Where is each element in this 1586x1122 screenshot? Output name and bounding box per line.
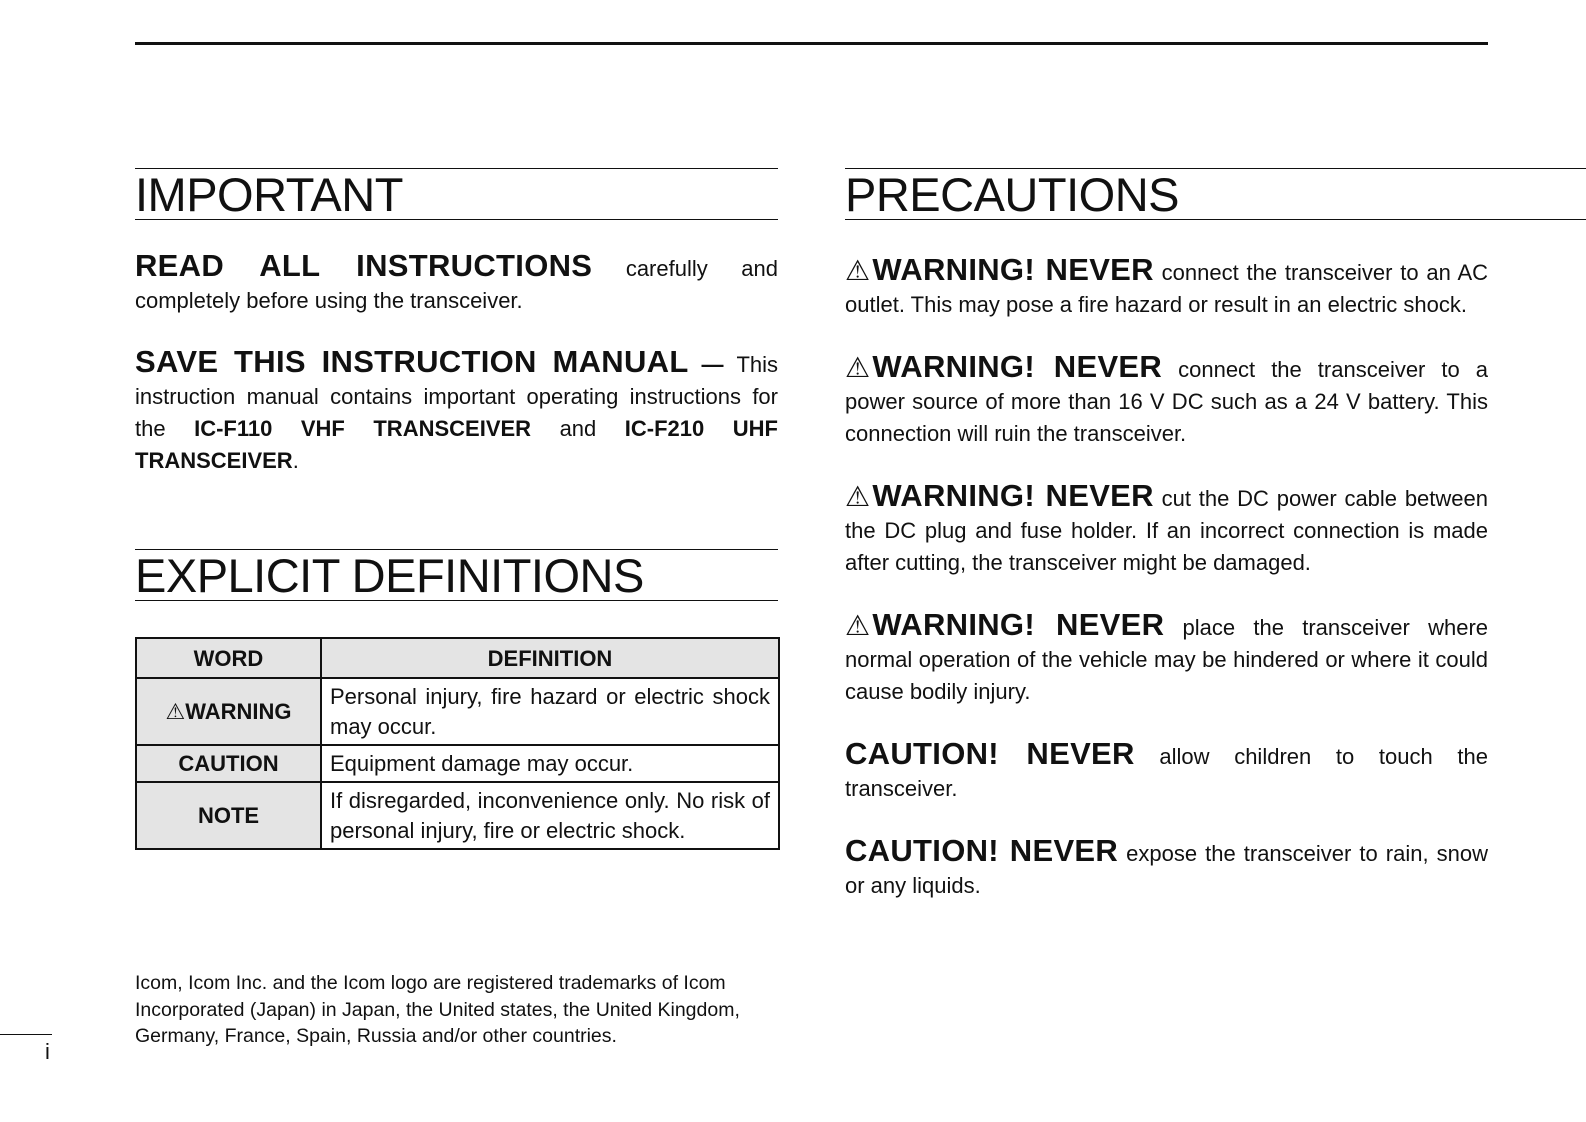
precaution-text: connect the transceiver to a power source of more than 16 V DC such as a 24 V battery. This connection will ruin the transceiver.: [845, 357, 1489, 446]
precaution-lead: [845, 607, 1164, 642]
precaution-item: [845, 835, 1488, 902]
precaution-item: [845, 254, 1488, 321]
word-cell: CAUTION: [136, 745, 321, 782]
page-number: i: [45, 1039, 50, 1064]
save-lead: SAVE THIS INSTRUCTION MANUAL: [135, 344, 689, 379]
table-row: [136, 745, 779, 782]
precaution-item: [845, 609, 1488, 708]
warning-triangle-icon: ⚠: [845, 610, 871, 641]
model-vhf: IC-F110 VHF TRANSCEIVER: [194, 416, 532, 441]
warning-triangle-icon: ⚠: [845, 481, 871, 512]
warning-triangle-icon: ⚠: [845, 255, 871, 286]
precaution-lead-text: WARNING! NEVER: [872, 349, 1163, 384]
precaution-lead-text: WARNING! NEVER: [872, 607, 1165, 642]
header-definition: DEFINITION: [321, 638, 779, 678]
table-row: [136, 782, 779, 849]
precaution-lead: [845, 252, 1154, 287]
header-word: WORD: [136, 638, 321, 678]
trademark-footnote: Icom, Icom Inc. and the Icom logo are registered trademarks of Icom Incorporated (Japan) in Japan, the United states, the United Kingdom, Germany, France, Spain, Russia and/or other countries.: [135, 972, 740, 1047]
precaution-text: cut the DC power cable between the DC plug and fuse holder. If an incorrect connection is made after cutting, the transceiver might be damaged.: [845, 486, 1489, 575]
warning-triangle-icon: ⚠: [845, 352, 871, 383]
model-uhf: IC-F210 UHF TRANSCEIVER: [135, 416, 778, 473]
precaution-text: allow children to touch the transceiver.: [845, 744, 1488, 801]
read-instructions-paragraph: [135, 250, 778, 317]
precaution-lead-text: WARNING! NEVER: [872, 478, 1154, 513]
precaution-lead-text: CAUTION! NEVER: [845, 833, 1119, 868]
explicit-definitions-heading: EXPLICIT DEFINITIONS: [135, 549, 778, 601]
definition-cell: Equipment damage may occur.: [321, 745, 779, 782]
definitions-table: [135, 637, 780, 850]
word-label: WARNING: [185, 698, 292, 724]
precaution-item: [845, 480, 1488, 579]
important-heading: IMPORTANT: [135, 168, 778, 220]
read-lead: READ ALL INSTRUCTIONS: [135, 248, 593, 283]
warning-triangle-icon: ⚠: [165, 698, 186, 724]
top-rule: [135, 42, 1488, 45]
precaution-text: connect the transceiver to an AC outlet. This may pose a fire hazard or result in an electric shock.: [845, 260, 1489, 317]
precautions-heading: PRECAUTIONS: [845, 168, 1586, 220]
precaution-text: expose the transceiver to rain, snow or any liquids.: [845, 841, 1489, 898]
save-end: .: [292, 448, 299, 473]
save-and: and: [531, 416, 625, 441]
definition-cell: Personal injury, fire hazard or electric shock may occur.: [321, 678, 779, 745]
precaution-lead-text: CAUTION! NEVER: [845, 736, 1135, 771]
right-column: [845, 168, 1488, 902]
precaution-text: place the transceiver where normal operation of the vehicle may be hindered or where it could cause bodily injury.: [845, 615, 1489, 704]
table-row: [136, 678, 779, 745]
read-rest: carefully and completely before using the transceiver.: [135, 256, 778, 313]
left-column: [135, 168, 778, 850]
precaution-item: [845, 738, 1488, 805]
precaution-lead-text: WARNING! NEVER: [872, 252, 1154, 287]
table-header-row: [136, 638, 779, 678]
save-text: This instruction manual contains important operating instructions for the: [135, 352, 778, 441]
page-number-rule: [0, 1034, 52, 1035]
definition-cell: If disregarded, inconvenience only. No risk of personal injury, fire or electric shock.: [321, 782, 779, 849]
precaution-item: [845, 351, 1488, 450]
precaution-lead: [845, 478, 1154, 513]
save-dash: —: [688, 352, 737, 377]
save-manual-paragraph: [135, 346, 778, 477]
word-cell: [136, 678, 321, 745]
precaution-lead: [845, 349, 1162, 384]
word-cell: NOTE: [136, 782, 321, 849]
